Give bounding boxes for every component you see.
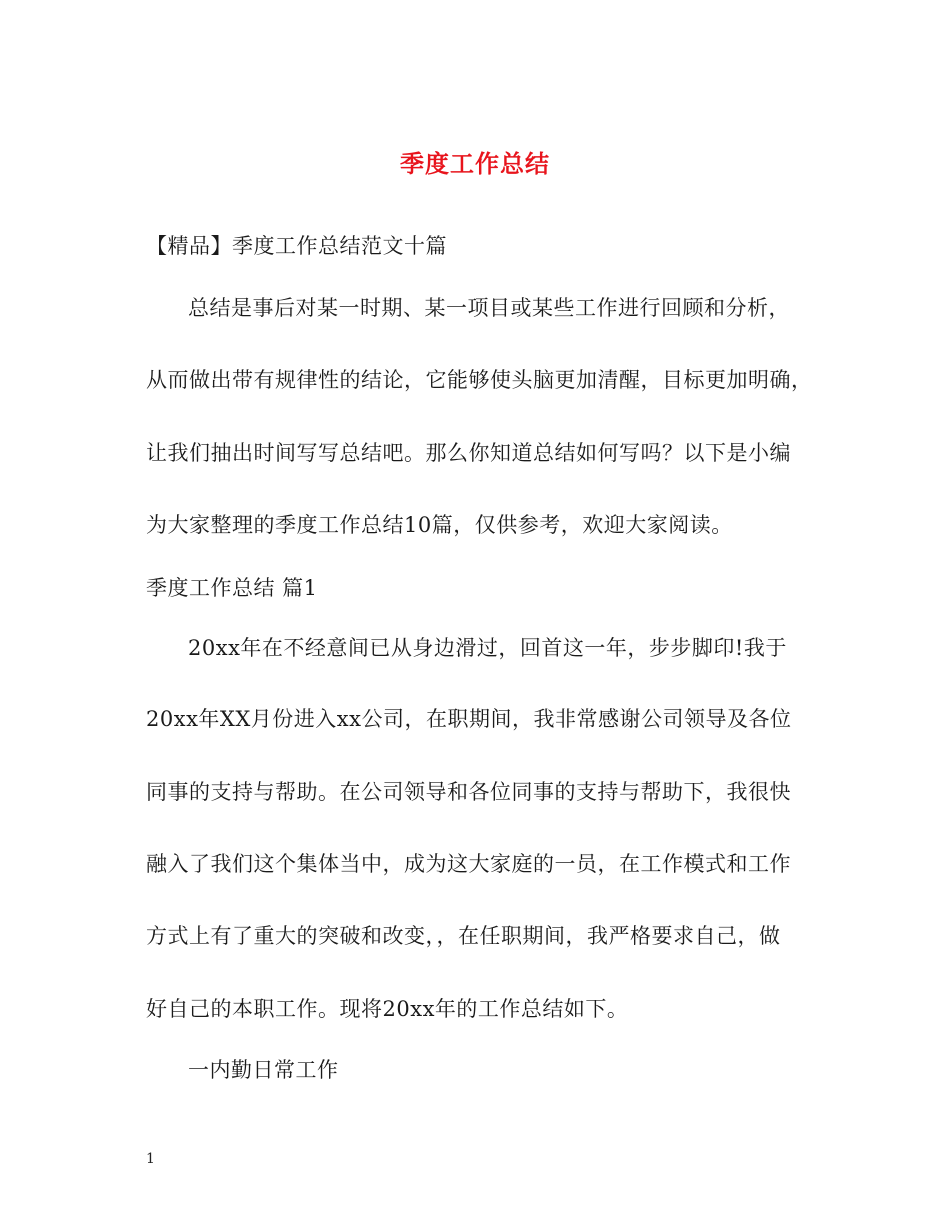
intro-line-4: 为大家整理的季度工作总结10篇，仅供参考，欢迎大家阅读。 bbox=[146, 513, 733, 537]
section-line-4: 融入了我们这个集体当中，成为这大家庭的一员，在工作模式和工作 bbox=[146, 852, 791, 876]
section-heading: 季度工作总结 篇1 bbox=[146, 576, 318, 600]
subheading: 一内勤日常工作 bbox=[188, 1058, 339, 1082]
section-line-1: 20xx年在不经意间已从身边滑过，回首这一年，步步脚印!我于 bbox=[188, 636, 787, 660]
page-number: 1 bbox=[146, 1151, 155, 1167]
intro-line-3: 让我们抽出时间写写总结吧。那么你知道总结如何写吗？以下是小编 bbox=[146, 441, 791, 465]
section-line-2: 20xx年XX月份进入xx公司，在职期间，我非常感谢公司领导及各位 bbox=[146, 707, 792, 731]
intro-line-1: 总结是事后对某一时期、某一项目或某些工作进行回顾和分析， bbox=[188, 296, 790, 320]
intro-line-2: 从而做出带有规律性的结论，它能够使头脑更加清醒，目标更加明确， bbox=[146, 368, 813, 392]
section-line-6: 好自己的本职工作。现将20xx年的工作总结如下。 bbox=[146, 997, 629, 1021]
section-line-5: 方式上有了重大的突破和改变，，在任职期间，我严格要求自己，做 bbox=[146, 924, 781, 948]
document-subtitle: 【精品】季度工作总结范文十篇 bbox=[146, 234, 447, 258]
section-line-3: 同事的支持与帮助。在公司领导和各位同事的支持与帮助下，我很快 bbox=[146, 780, 791, 804]
document-title: 季度工作总结 bbox=[400, 150, 550, 178]
